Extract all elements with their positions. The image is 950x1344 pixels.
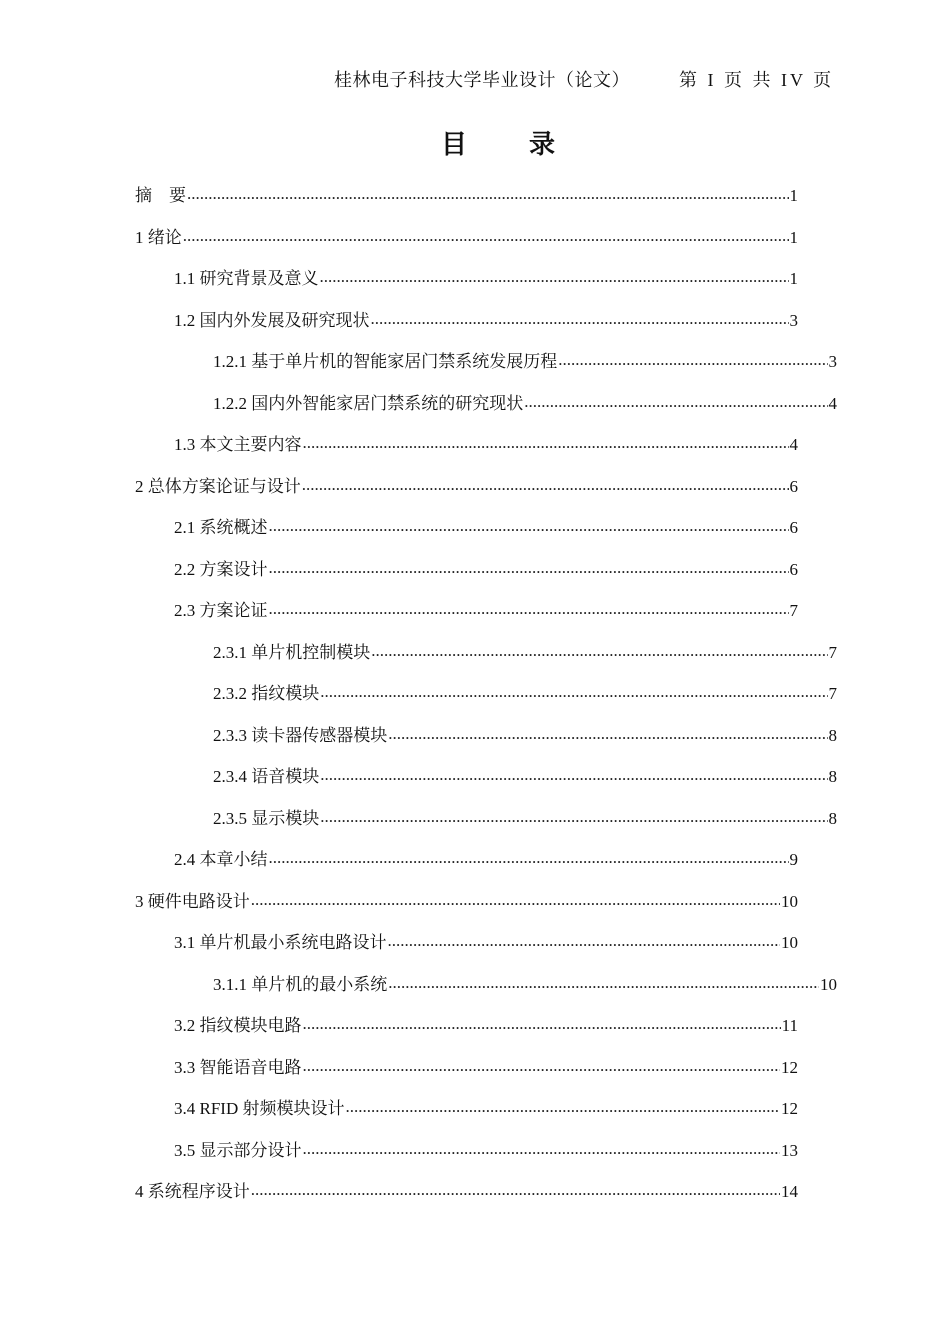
toc-entry-label: 1.1 研究背景及意义	[174, 269, 319, 288]
toc-entry-label: 1.2.2 国内外智能家居门禁系统的研究现状	[213, 394, 524, 413]
toc-entry-page: 8	[828, 726, 837, 745]
toc-entry-label: 2.1 系统概述	[174, 518, 268, 537]
toc-entry[interactable]	[135, 472, 798, 502]
toc-entry-label: 1.2.1 基于单片机的智能家居门禁系统发展历程	[213, 352, 558, 371]
toc-entry-label: 3.1.1 单片机的最小系统	[213, 975, 388, 994]
toc-leader-dots	[558, 350, 827, 367]
toc-entry[interactable]	[135, 887, 798, 917]
toc-entry-label: 2.3 方案论证	[174, 601, 268, 620]
header-school-title: 桂林电子科技大学毕业设计（论文）	[334, 70, 630, 90]
toc-entry[interactable]	[174, 928, 798, 958]
toc-leader-dots	[303, 433, 789, 450]
toc-title: 目 录	[440, 130, 573, 159]
toc-leader-dots	[388, 973, 819, 990]
toc-leader-dots	[320, 765, 827, 782]
toc-entry[interactable]	[174, 1136, 798, 1166]
toc-entry[interactable]	[174, 845, 798, 875]
toc-entry-page: 8	[828, 809, 837, 828]
toc-entry-page: 1	[789, 228, 798, 247]
toc-entry-label: 1.3 本文主要内容	[174, 435, 302, 454]
toc-leader-dots	[251, 890, 780, 907]
toc-leader-dots	[269, 516, 789, 533]
toc-leader-dots	[303, 1139, 781, 1156]
toc-entry[interactable]	[213, 762, 837, 792]
toc-entry-page: 7	[828, 684, 837, 703]
toc-entry-page: 12	[781, 1058, 798, 1077]
toc-entry-label: 2.2 方案设计	[174, 560, 268, 579]
toc-entry[interactable]	[174, 430, 798, 460]
toc-entry-page: 14	[781, 1182, 798, 1201]
toc-entry[interactable]	[213, 721, 837, 751]
toc-entry[interactable]	[174, 555, 798, 585]
toc-entry[interactable]	[135, 1177, 798, 1207]
toc-entry-label: 3.5 显示部分设计	[174, 1141, 302, 1160]
toc-entry[interactable]	[213, 970, 837, 1000]
toc-leader-dots	[371, 309, 789, 326]
toc-entry-label: 摘 要	[135, 186, 186, 205]
toc-entry-label: 3.1 单片机最小系统电路设计	[174, 933, 387, 952]
toc-leader-dots	[320, 682, 827, 699]
toc-entry-label: 2.3.5 显示模块	[213, 809, 320, 828]
toc-entry-page: 10	[781, 933, 798, 952]
toc-entry-label: 3.4 RFID 射频模块设计	[174, 1099, 345, 1118]
toc-leader-dots	[187, 184, 789, 201]
toc-entry-label: 2.3.4 语音模块	[213, 767, 320, 786]
toc-entry-page: 6	[789, 560, 798, 579]
toc-entry-label: 3 硬件电路设计	[135, 892, 250, 911]
toc-leader-dots	[371, 641, 827, 658]
toc-entry-page: 1	[789, 269, 798, 288]
toc-entry[interactable]	[135, 223, 798, 253]
toc-leader-dots	[269, 558, 789, 575]
toc-leader-dots	[320, 807, 827, 824]
toc-leader-dots	[345, 1097, 780, 1114]
toc-entry[interactable]	[135, 181, 798, 211]
toc-entry[interactable]	[174, 596, 798, 626]
toc-leader-dots	[303, 1056, 781, 1073]
toc-entry[interactable]	[174, 1053, 798, 1083]
toc-entry[interactable]	[174, 264, 798, 294]
toc-leader-dots	[303, 1014, 781, 1031]
toc-entry-label: 2.3.3 读卡器传感器模块	[213, 726, 388, 745]
toc-leader-dots	[388, 931, 781, 948]
toc-entry-page: 4	[828, 394, 837, 413]
toc-entry-page: 8	[828, 767, 837, 786]
toc-entry-label: 4 系统程序设计	[135, 1182, 250, 1201]
toc-entry-label: 2 总体方案论证与设计	[135, 477, 301, 496]
toc-entry[interactable]	[174, 513, 798, 543]
toc-entry[interactable]	[213, 679, 837, 709]
toc-entry-page: 13	[781, 1141, 798, 1160]
toc-leader-dots	[251, 1180, 780, 1197]
toc-entry[interactable]	[174, 306, 798, 336]
toc-entry-label: 2.3.2 指纹模块	[213, 684, 320, 703]
toc-entry[interactable]	[174, 1094, 798, 1124]
page-header	[0, 66, 950, 96]
toc-entry-page: 3	[789, 311, 798, 330]
toc-entry-page: 7	[828, 643, 837, 662]
toc-entry-label: 3.3 智能语音电路	[174, 1058, 302, 1077]
toc-leader-dots	[183, 226, 789, 243]
toc-entry[interactable]	[174, 1011, 798, 1041]
toc-entry-page: 1	[789, 186, 798, 205]
toc-leader-dots	[269, 599, 789, 616]
toc-entry-label: 1 绪论	[135, 228, 182, 247]
toc-leader-dots	[302, 475, 789, 492]
toc-entry-page: 6	[789, 477, 798, 496]
toc-leader-dots	[524, 392, 827, 409]
toc-entry[interactable]	[213, 638, 837, 668]
toc-entry-page: 6	[789, 518, 798, 537]
toc-entry-label: 2.3.1 单片机控制模块	[213, 643, 371, 662]
toc-leader-dots	[320, 267, 789, 284]
toc-leader-dots	[269, 848, 789, 865]
toc-entry[interactable]	[213, 347, 837, 377]
toc-entry-page: 9	[789, 850, 798, 869]
toc-entry-page: 10	[820, 975, 837, 994]
toc-entry-page: 7	[789, 601, 798, 620]
toc-entry-page: 12	[781, 1099, 798, 1118]
toc-entry[interactable]	[213, 389, 837, 419]
toc-entry-label: 2.4 本章小结	[174, 850, 268, 869]
toc-entry-page: 4	[789, 435, 798, 454]
toc-entry[interactable]	[213, 804, 837, 834]
toc-entry-label: 3.2 指纹模块电路	[174, 1016, 302, 1035]
header-page-number: 第 I 页 共 IV 页	[679, 70, 835, 90]
toc-entry-label: 1.2 国内外发展及研究现状	[174, 311, 370, 330]
toc-entry-page: 10	[781, 892, 798, 911]
toc-leader-dots	[388, 724, 827, 741]
toc-entry-page: 3	[828, 352, 837, 371]
toc-entry-page: 11	[781, 1016, 798, 1035]
